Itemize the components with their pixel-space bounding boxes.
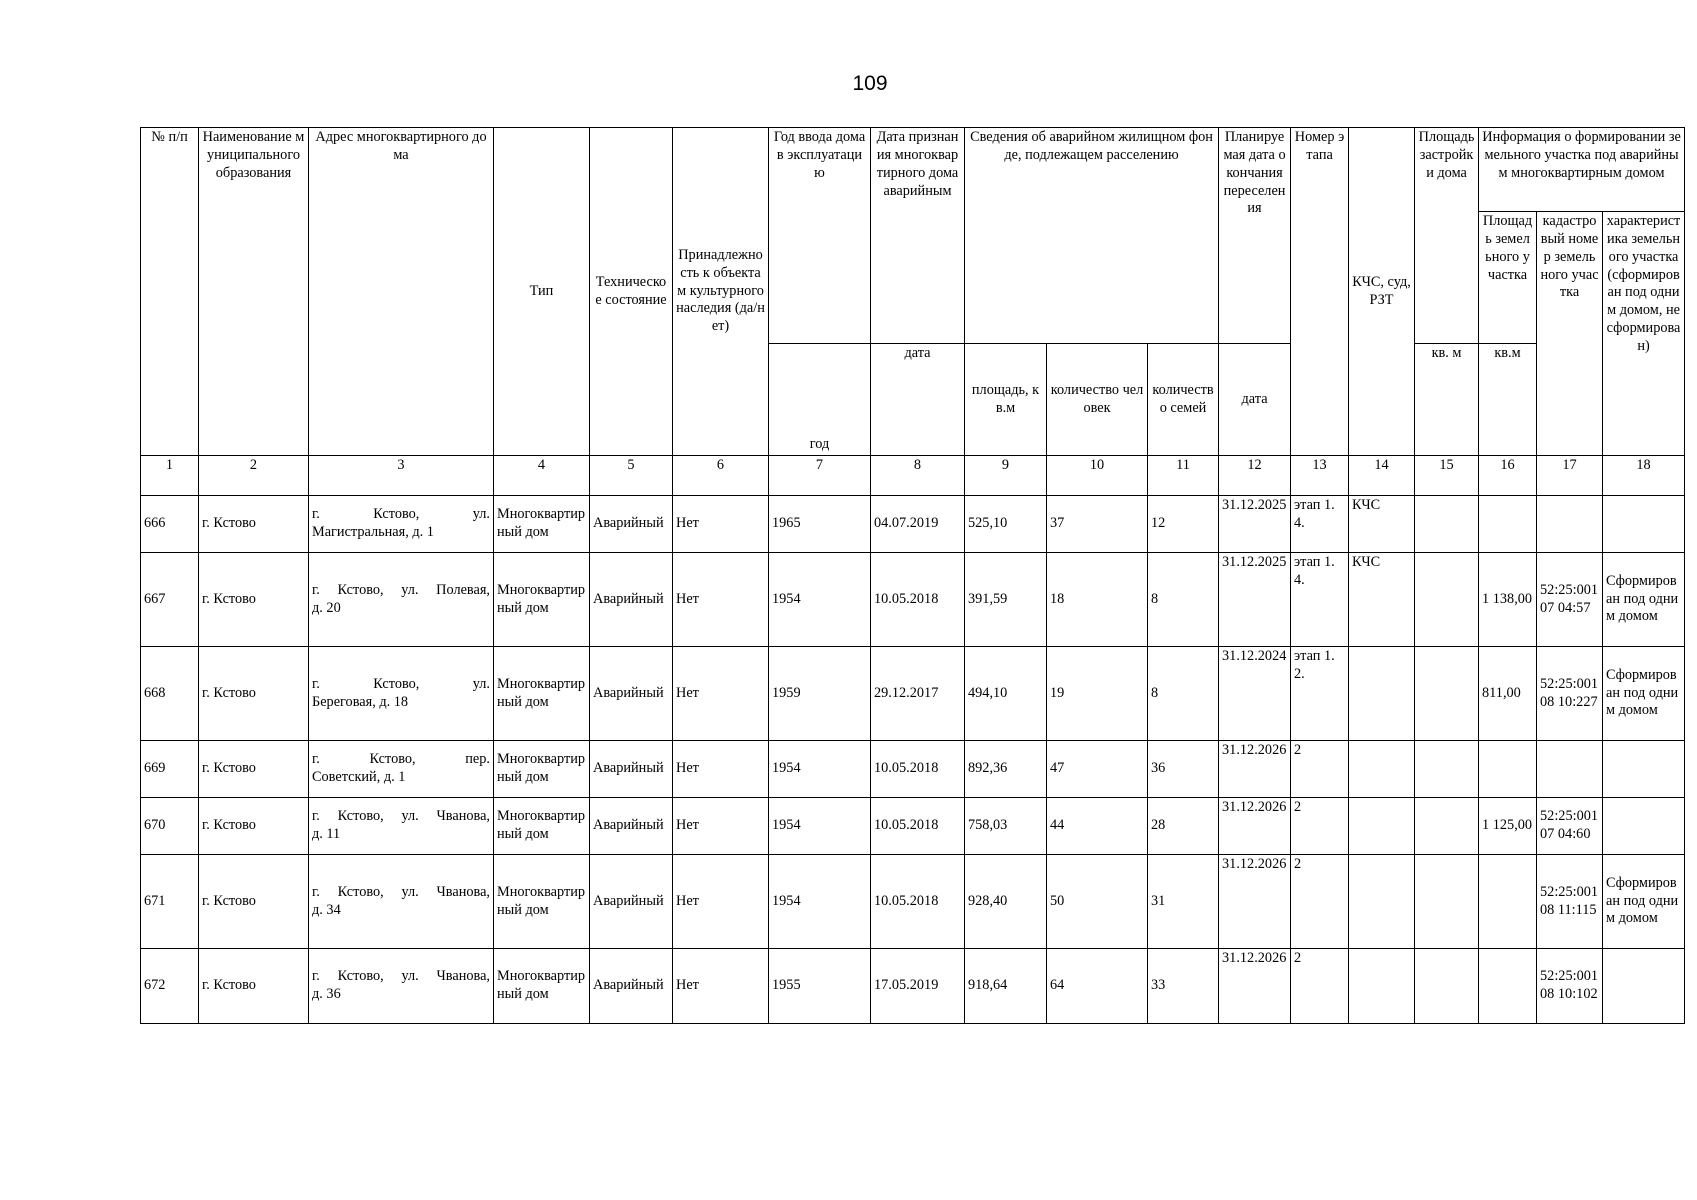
row-stage: этап 1.4.: [1291, 553, 1349, 647]
row-address: [309, 647, 494, 741]
row-address-line2: Береговая, д. 18: [312, 693, 409, 710]
header-land-char: характеристика земельного участка (сформирован под одним домом, не сформирован): [1603, 212, 1685, 456]
row-land-area: [1479, 949, 1537, 1024]
row-address: [309, 553, 494, 647]
header-municipality: Наименование муниципального образования: [199, 128, 309, 456]
row-type: Многоквартирный дом: [494, 741, 590, 798]
row-municipality: г. Кстово: [199, 949, 309, 1024]
row-heritage: Нет: [673, 647, 769, 741]
row-plan-date: 31.12.2025: [1219, 553, 1291, 647]
row-plan-date: 31.12.2025: [1219, 496, 1291, 553]
row-number: 670: [141, 798, 199, 855]
header-emergency-fund: Сведения об аварийном жилищном фонде, подлежащем расселению: [965, 128, 1219, 344]
row-year: 1954: [769, 553, 871, 647]
row-address-line1: г. Кстово, ул. Полевая,: [312, 581, 490, 598]
row-kchs: КЧС: [1349, 553, 1415, 647]
row-build-area: [1415, 855, 1479, 949]
row-plan-date: 31.12.2026: [1219, 855, 1291, 949]
row-area: 494,10: [965, 647, 1047, 741]
row-address: [309, 949, 494, 1024]
row-date: 10.05.2018: [871, 798, 965, 855]
row-build-area: [1415, 798, 1479, 855]
row-address: [309, 496, 494, 553]
row-address-line1: г. Кстово, ул. Чванова,: [312, 808, 490, 825]
row-families: 31: [1148, 855, 1219, 949]
table-row: [141, 647, 1685, 741]
row-date: 17.05.2019: [871, 949, 965, 1024]
row-cadastral: 52:25:00108 11:115: [1537, 855, 1603, 949]
header-stage: Номер этапа: [1291, 128, 1349, 456]
row-land-area: [1479, 855, 1537, 949]
row-municipality: г. Кстово: [199, 647, 309, 741]
row-address-line1: г. Кстово, ул.: [312, 506, 490, 523]
subheader-area: площадь, кв.м: [965, 344, 1047, 456]
row-land-char: [1603, 741, 1685, 798]
column-number-5: 5: [590, 456, 673, 496]
header-cadastral: кадастровый номер земельного участка: [1537, 212, 1603, 456]
row-heritage: Нет: [673, 798, 769, 855]
row-heritage: Нет: [673, 949, 769, 1024]
row-date: 04.07.2019: [871, 496, 965, 553]
table-row: [141, 741, 1685, 798]
row-kchs: КЧС: [1349, 496, 1415, 553]
table-row: [141, 855, 1685, 949]
header-planned-date: Планируемая дата окончания переселения: [1219, 128, 1291, 344]
row-plan-date: 31.12.2024: [1219, 647, 1291, 741]
row-land-area: 1 125,00: [1479, 798, 1537, 855]
row-year: 1955: [769, 949, 871, 1024]
row-municipality: г. Кстово: [199, 741, 309, 798]
row-people: 19: [1047, 647, 1148, 741]
row-address-line2: д. 20: [312, 599, 341, 616]
row-people: 18: [1047, 553, 1148, 647]
row-state: Аварийный: [590, 553, 673, 647]
row-build-area: [1415, 741, 1479, 798]
row-stage: 2: [1291, 741, 1349, 798]
row-build-area: [1415, 949, 1479, 1024]
row-build-area: [1415, 647, 1479, 741]
row-heritage: Нет: [673, 496, 769, 553]
table-row: [141, 496, 1685, 553]
header-recognition-date: Дата признания многоквартирного дома аварийным: [871, 128, 965, 344]
subheader-build-area-unit: кв. м: [1415, 344, 1479, 456]
row-build-area: [1415, 496, 1479, 553]
subheader-date: дата: [871, 344, 965, 456]
row-area: 391,59: [965, 553, 1047, 647]
column-number-10: 10: [1047, 456, 1148, 496]
row-stage: 2: [1291, 949, 1349, 1024]
row-address: [309, 798, 494, 855]
row-address-line2: Советский, д. 1: [312, 769, 406, 785]
row-stage: 2: [1291, 798, 1349, 855]
row-cadastral: [1537, 741, 1603, 798]
row-number: 668: [141, 647, 199, 741]
row-land-area: 811,00: [1479, 647, 1537, 741]
header-build-area: Площадь застройки дома: [1415, 128, 1479, 344]
row-families: 8: [1148, 553, 1219, 647]
row-number: 672: [141, 949, 199, 1024]
row-number: 667: [141, 553, 199, 647]
row-municipality: г. Кстово: [199, 553, 309, 647]
column-number-8: 8: [871, 456, 965, 496]
row-state: Аварийный: [590, 949, 673, 1024]
row-people: 37: [1047, 496, 1148, 553]
row-plan-date: 31.12.2026: [1219, 741, 1291, 798]
row-address-line1: г. Кстово, ул.: [312, 675, 490, 692]
header-type: Тип: [494, 128, 590, 456]
row-type: Многоквартирный дом: [494, 855, 590, 949]
subheader-people: количество человек: [1047, 344, 1148, 456]
row-year: 1954: [769, 798, 871, 855]
row-type: Многоквартирный дом: [494, 647, 590, 741]
row-number: 666: [141, 496, 199, 553]
header-year: Год ввода дома в эксплуатацию: [769, 128, 871, 344]
row-area: 758,03: [965, 798, 1047, 855]
header-land-info: Информация о формировании земельного участка под аварийным многоквартирным домом: [1479, 128, 1685, 212]
column-number-7: 7: [769, 456, 871, 496]
row-cadastral: 52:25:00108 10:227: [1537, 647, 1603, 741]
subheader-year: год: [769, 344, 871, 456]
column-number-17: 17: [1537, 456, 1603, 496]
emergency-housing-table: [140, 127, 1685, 1024]
row-kchs: [1349, 647, 1415, 741]
row-address-line2: д. 34: [312, 901, 341, 918]
column-number-4: 4: [494, 456, 590, 496]
table-row: [141, 553, 1685, 647]
header-kchs: КЧС, суд, РЗТ: [1349, 128, 1415, 456]
row-families: 28: [1148, 798, 1219, 855]
header-address: Адрес многоквартирного дома: [309, 128, 494, 456]
header-tech-state: Техническое состояние: [590, 128, 673, 456]
row-cadastral: 52:25:00107 04:57: [1537, 553, 1603, 647]
row-plan-date: 31.12.2026: [1219, 798, 1291, 855]
subheader-families: количество семей: [1148, 344, 1219, 456]
row-kchs: [1349, 741, 1415, 798]
row-families: 33: [1148, 949, 1219, 1024]
row-area: 525,10: [965, 496, 1047, 553]
row-address-line1: г. Кстово, ул. Чванова,: [312, 883, 490, 900]
row-people: 50: [1047, 855, 1148, 949]
row-plan-date: 31.12.2026: [1219, 949, 1291, 1024]
row-number: 671: [141, 855, 199, 949]
column-number-9: 9: [965, 456, 1047, 496]
header-heritage: Принадлежность к объектам культурного наследия (да/нет): [673, 128, 769, 456]
row-stage: 2: [1291, 855, 1349, 949]
row-land-area: [1479, 496, 1537, 553]
row-address-line2: д. 36: [312, 986, 341, 1002]
row-state: Аварийный: [590, 741, 673, 798]
row-type: Многоквартирный дом: [494, 949, 590, 1024]
row-cadastral: [1537, 496, 1603, 553]
subheader-plan-date: дата: [1219, 344, 1291, 456]
page-number: 109: [852, 72, 888, 95]
row-land-char: Сформирован под одним домом: [1603, 553, 1685, 647]
row-land-char: Сформирован под одним домом: [1603, 647, 1685, 741]
row-families: 36: [1148, 741, 1219, 798]
subheader-land-area-unit: кв.м: [1479, 344, 1537, 456]
row-municipality: г. Кстово: [199, 798, 309, 855]
row-kchs: [1349, 855, 1415, 949]
row-land-char: [1603, 496, 1685, 553]
row-cadastral: 52:25:00108 10:102: [1537, 949, 1603, 1024]
row-year: 1959: [769, 647, 871, 741]
row-type: Многоквартирный дом: [494, 798, 590, 855]
row-people: 64: [1047, 949, 1148, 1024]
row-people: 47: [1047, 741, 1148, 798]
row-date: 29.12.2017: [871, 647, 965, 741]
row-heritage: Нет: [673, 741, 769, 798]
row-date: 10.05.2018: [871, 553, 965, 647]
row-date: 10.05.2018: [871, 741, 965, 798]
row-kchs: [1349, 949, 1415, 1024]
column-number-16: 16: [1479, 456, 1537, 496]
row-address-line1: г. Кстово, ул. Чванова,: [312, 968, 490, 985]
row-year: 1954: [769, 741, 871, 798]
row-type: Многоквартирный дом: [494, 496, 590, 553]
row-cadastral: 52:25:00107 04:60: [1537, 798, 1603, 855]
row-build-area: [1415, 553, 1479, 647]
column-number-14: 14: [1349, 456, 1415, 496]
row-address-line2: д. 11: [312, 826, 341, 842]
column-number-12: 12: [1219, 456, 1291, 496]
row-heritage: Нет: [673, 553, 769, 647]
column-number-18: 18: [1603, 456, 1685, 496]
header-land-area: Площадь земельного участка: [1479, 212, 1537, 344]
row-address-line1: г. Кстово, пер.: [312, 751, 490, 768]
row-address: [309, 741, 494, 798]
header-number: № п/п: [141, 128, 199, 456]
row-address-line2: Магистральная, д. 1: [312, 524, 434, 540]
row-area: 892,36: [965, 741, 1047, 798]
row-land-char: [1603, 798, 1685, 855]
column-number-11: 11: [1148, 456, 1219, 496]
row-heritage: Нет: [673, 855, 769, 949]
column-number-3: 3: [309, 456, 494, 496]
row-area: 928,40: [965, 855, 1047, 949]
column-number-row: [141, 456, 1685, 496]
column-number-15: 15: [1415, 456, 1479, 496]
row-land-area: 1 138,00: [1479, 553, 1537, 647]
row-state: Аварийный: [590, 647, 673, 741]
column-number-1: 1: [141, 456, 199, 496]
row-year: 1954: [769, 855, 871, 949]
row-year: 1965: [769, 496, 871, 553]
row-land-char: Сформирован под одним домом: [1603, 855, 1685, 949]
row-number: 669: [141, 741, 199, 798]
row-address: [309, 855, 494, 949]
row-area: 918,64: [965, 949, 1047, 1024]
row-kchs: [1349, 798, 1415, 855]
table-row: [141, 798, 1685, 855]
row-land-area: [1479, 741, 1537, 798]
row-state: Аварийный: [590, 855, 673, 949]
table-row: [141, 949, 1685, 1024]
row-families: 12: [1148, 496, 1219, 553]
row-type: Многоквартирный дом: [494, 553, 590, 647]
column-number-13: 13: [1291, 456, 1349, 496]
row-stage: этап 1.4.: [1291, 496, 1349, 553]
row-state: Аварийный: [590, 798, 673, 855]
row-state: Аварийный: [590, 496, 673, 553]
row-municipality: г. Кстово: [199, 496, 309, 553]
row-land-char: [1603, 949, 1685, 1024]
column-number-6: 6: [673, 456, 769, 496]
row-stage: этап 1.2.: [1291, 647, 1349, 741]
row-families: 8: [1148, 647, 1219, 741]
column-number-2: 2: [199, 456, 309, 496]
row-people: 44: [1047, 798, 1148, 855]
row-date: 10.05.2018: [871, 855, 965, 949]
row-municipality: г. Кстово: [199, 855, 309, 949]
